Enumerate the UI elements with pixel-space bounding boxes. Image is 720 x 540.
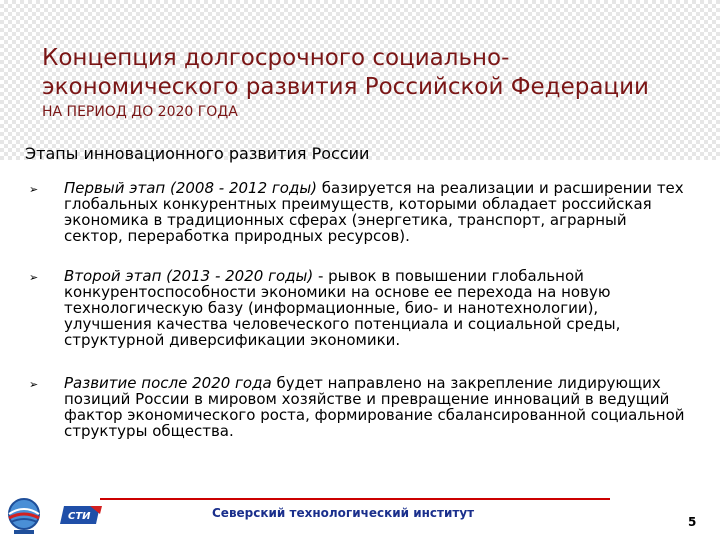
footer-rule	[100, 498, 610, 500]
section-heading: Этапы инновационного развития России	[25, 144, 370, 163]
bullet-lead-3: Развитие после 2020 года	[64, 374, 272, 392]
bullet-text-1: базируется на реализации и расширении тех глобальных конкурентных преимуществ, которыми обладает российская экономика в традиционных сферах (энергетика, транспорт, аграрный сектор, переработка природных ресурсов).	[64, 179, 684, 245]
bullet-lead-1: Первый этап (2008 - 2012 годы)	[64, 179, 318, 197]
footer-institute: Северский технологический институт	[212, 506, 475, 520]
bullet-item-2	[64, 268, 689, 348]
page-number: 5	[688, 515, 697, 529]
slide-subtitle: НА ПЕРИОД ДО 2020 ГОДА	[42, 104, 238, 120]
bullet-item-3	[64, 375, 689, 439]
bullet-marker-2: ➢	[29, 271, 39, 284]
bullet-marker-3: ➢	[29, 378, 39, 391]
globe-logo-icon	[6, 496, 42, 536]
sti-logo-text: СТИ	[68, 511, 91, 522]
bullet-marker-1: ➢	[29, 183, 39, 196]
bullet-text-3: будет направлено на закрепление лидирующих позиций России в мировом хозяйстве и превращение инноваций в ведущий фактор экономического роста, формирование сбалансированной социальной структуры общества.	[64, 374, 685, 440]
slide-title: Концепция долгосрочного социально-экономического развития Российской Федерации	[42, 45, 649, 100]
bullet-lead-2: Второй этап (2013 - 2020 годы)	[64, 267, 314, 285]
sti-logo-icon	[60, 504, 102, 530]
bullet-text-2: - рывок в повышении глобальной конкурентоспособности экономики на основе ее перехода на новую технологическую базу (информационные, био- и нанотехнологии), улучшения качества человеческого потенциала и социальной среды, структурной диверсификации экономики.	[64, 267, 621, 349]
bullet-item-1	[64, 180, 689, 244]
sti-logo-shape	[60, 504, 102, 530]
